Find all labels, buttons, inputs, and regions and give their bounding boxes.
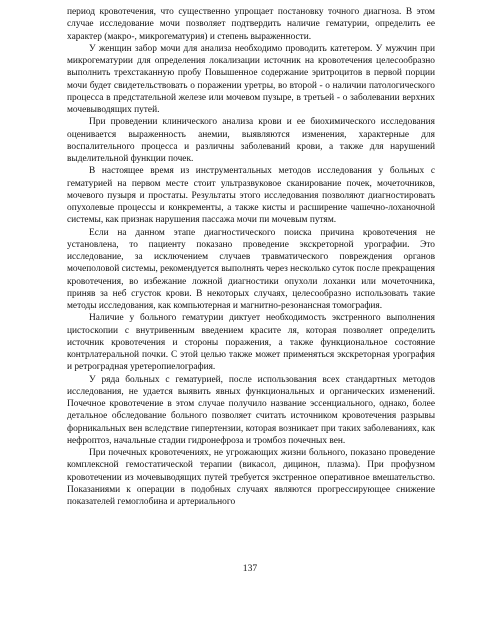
paragraph-5: Если на данном этапе диагностического поиска причина кровотечения не установлена, то пациенту показано проведение экскреторной урографии. Это исследование, за исключением случаев травматического повреждения органов мочеполовой системы, рекомендуется выполнять через несколько суток после прекращения кровотечения, во избежание ложной диагностики опухоли лоханки или мочеточника, приняв за неб сгусток крови. В некоторых случаях, целесообразно использовать такие методы исследования, как компьютерная и магнитно-резонансная томография. bbox=[67, 227, 435, 311]
page-number: 137 bbox=[242, 563, 258, 574]
paragraph-4: В настоящее время из инструментальных методов исследования у больных с гематурией на первом месте стоит ультразвуковое сканирование почек, мочеточников, мочевого пузыря и простаты. Результаты этого исследования позволяют диагностировать опухолевые процессы и конкременты, а также кисты и расширение чашечно-лоханочной системы, как признак нарушения пассажа мочи пи мочевым путям. bbox=[67, 166, 435, 226]
paragraph-1: период кровотечения, что существенно упрощает постановку точного диагноза. В этом случае исследование мочи позволяет подтвердить наличие гематурии, определить ее характер (макро-, микрогематурия) и степень выраженности. bbox=[67, 7, 435, 42]
paragraph-3: При проведении клинического анализа крови и ее биохимического исследования оценивается выраженность анемии, выявляются изменения, характерные для воспалительного процесса и различны заболеваний крови, а также для нарушений выделительной функции почек. bbox=[67, 117, 435, 164]
paragraph-2: У женщин забор мочи для анализа необходимо проводить катетером. У мужчин при микрогематурии для определения локализации источник на кровотечения целесообразно выполнить трехстаканную пробу Повышенное содержание эритроцитов в первой порции мочи будет свидетельствовать о поражении уретры, во второй - о наличии патологического процесса в предстательной железе или мочевом пузыре, в третьей - о заболевании верхних мочевыводящих путей. bbox=[67, 43, 435, 115]
paragraph-7: У ряда больных с гематурией, после использования всех стандартных методов исследования, не удается выявить явных функциональных и органических изменений. Почечное кровотечение в этом случае получило название эссенциального, однако, более детальное обследование больного позволяет считать источником кровотечения разрывы форникальных вен вследствие гипертензии, которая возникает при таких заболеваниях, как нефроптоз, начальные стадии гидронефроза и тромбоз почечных вен. bbox=[67, 374, 435, 446]
paragraph-8: При почечных кровотечениях, не угрожающих жизни больного, показано проведение комплексной гемостатической терапии (викасол, дицинон, плазма). При профузном кровотечении из мочевыводящих путей требуется экстренное оперативное вмешательство. Показаниями к операции в подобных случаях являются прогрессирующее снижение показателей гемоглобина и артериального bbox=[67, 448, 435, 507]
paragraph-6: Наличие у больного гематурии диктует необходимость экстренного выполнения цистоскопии с внутривенным введением красите ля, которая позволяет определить источник кровотечения и стороны поражения, а также функциональное состояние контрлатеральной почки. С этой целью также может применяться экскреторная урография и ретроградная уретеропиелография. bbox=[67, 313, 435, 373]
body-text bbox=[67, 6, 435, 508]
